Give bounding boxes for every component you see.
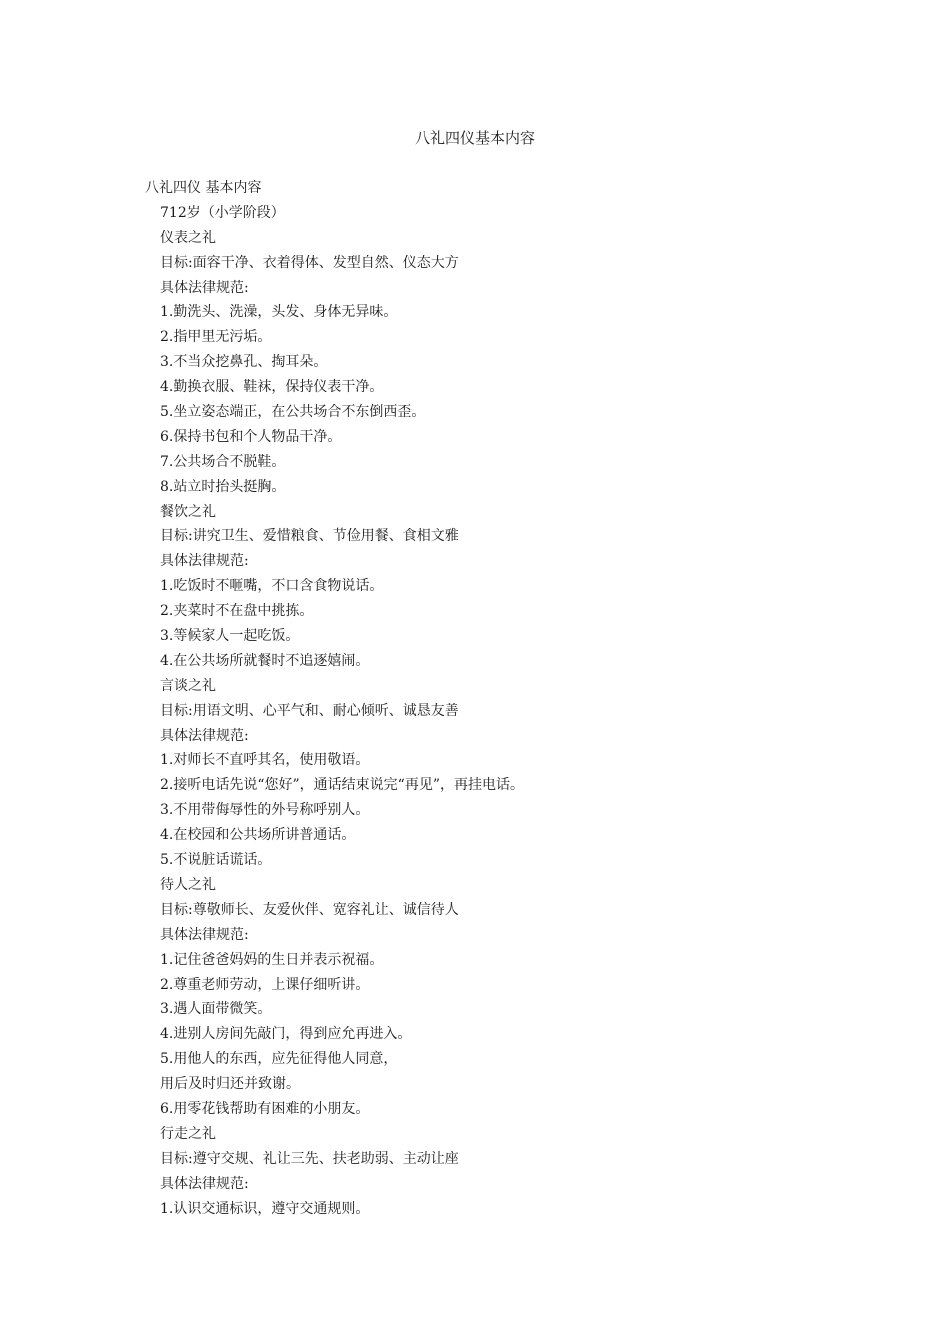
section-heading: 八礼四仪 基本内容 xyxy=(145,180,262,196)
text-line: 用后及时归还并致谢。 xyxy=(160,1076,300,1093)
page-title: 八礼四仪基本内容 xyxy=(414,129,535,147)
text-line: 目标:遵守交规、礼让三先、扶老助弱、主动让座 xyxy=(160,1150,459,1167)
text-line: 1.吃饭时不咂嘴，不口含食物说话。 xyxy=(160,578,384,595)
text-line: 具体法律规范: xyxy=(160,926,249,943)
text-line: 5.用他人的东西，应先征得他人同意， xyxy=(160,1051,398,1068)
text-line: 4.勤换衣服、鞋袜，保持仪表干净。 xyxy=(160,379,384,396)
text-line: 1.对师长不直呼其名，使用敬语。 xyxy=(160,752,370,769)
text-line: 目标:用语文明、心平气和、耐心倾听、诚恳友善 xyxy=(160,702,459,719)
text-line: 目标:讲究卫生、爱惜粮食、节俭用餐、食相文雅 xyxy=(160,528,459,545)
text-line: 3.遇人面带微笑。 xyxy=(160,1001,272,1018)
text-line: 2.夹菜时不在盘中挑拣。 xyxy=(160,603,314,620)
text-line: 1.认识交通标识，遵守交通规则。 xyxy=(160,1200,370,1217)
text-line: 712岁（小学阶段） xyxy=(160,204,285,221)
text-line: 餐饮之礼 xyxy=(160,503,216,520)
text-line: 仪表之礼 xyxy=(160,229,216,246)
text-line: 1.记住爸爸妈妈的生日并表示祝福。 xyxy=(160,951,384,968)
text-line: 4.进别人房间先敲门，得到应允再进入。 xyxy=(160,1026,412,1043)
text-line: 4.在公共场所就餐时不追逐嬉闹。 xyxy=(160,652,370,669)
text-line: 2.尊重老师劳动，上课仔细听讲。 xyxy=(160,976,370,993)
text-line: 目标:尊敬师长、友爱伙伴、宽容礼让、诚信待人 xyxy=(160,901,459,918)
text-line: 具体法律规范: xyxy=(160,279,249,296)
text-line: 4.在校园和公共场所讲普通话。 xyxy=(160,827,356,844)
text-line: 2.指甲里无污垢。 xyxy=(160,329,272,346)
text-line: 1.勤洗头、洗澡，头发、身体无异味。 xyxy=(160,304,398,321)
text-line: 8.站立时抬头挺胸。 xyxy=(160,478,286,495)
text-line: 言谈之礼 xyxy=(160,677,216,694)
text-line: 目标:面容干净、衣着得体、发型自然、仪态大方 xyxy=(160,254,459,271)
text-line: 5.不说脏话谎话。 xyxy=(160,852,272,869)
text-line: 7.公共场合不脱鞋。 xyxy=(160,453,286,470)
text-line: 3.不用带侮辱性的外号称呼别人。 xyxy=(160,802,370,819)
text-line: 3.等候家人一起吃饭。 xyxy=(160,628,300,645)
text-line: 2.接听电话先说“您好”，通话结束说完“再见”，再挂电话。 xyxy=(160,777,524,794)
text-line: 行走之礼 xyxy=(160,1125,216,1142)
text-line: 具体法律规范: xyxy=(160,727,249,744)
text-line: 具体法律规范: xyxy=(160,553,249,570)
text-line: 5.坐立姿态端正，在公共场合不东倒西歪。 xyxy=(160,404,426,421)
text-line: 6.保持书包和个人物品干净。 xyxy=(160,428,342,445)
text-line: 3.不当众挖鼻孔、掏耳朵。 xyxy=(160,354,328,371)
text-line: 6.用零花钱帮助有困难的小朋友。 xyxy=(160,1100,370,1117)
document-body xyxy=(145,176,865,1221)
text-line: 具体法律规范: xyxy=(160,1175,249,1192)
text-line: 待人之礼 xyxy=(160,876,216,893)
